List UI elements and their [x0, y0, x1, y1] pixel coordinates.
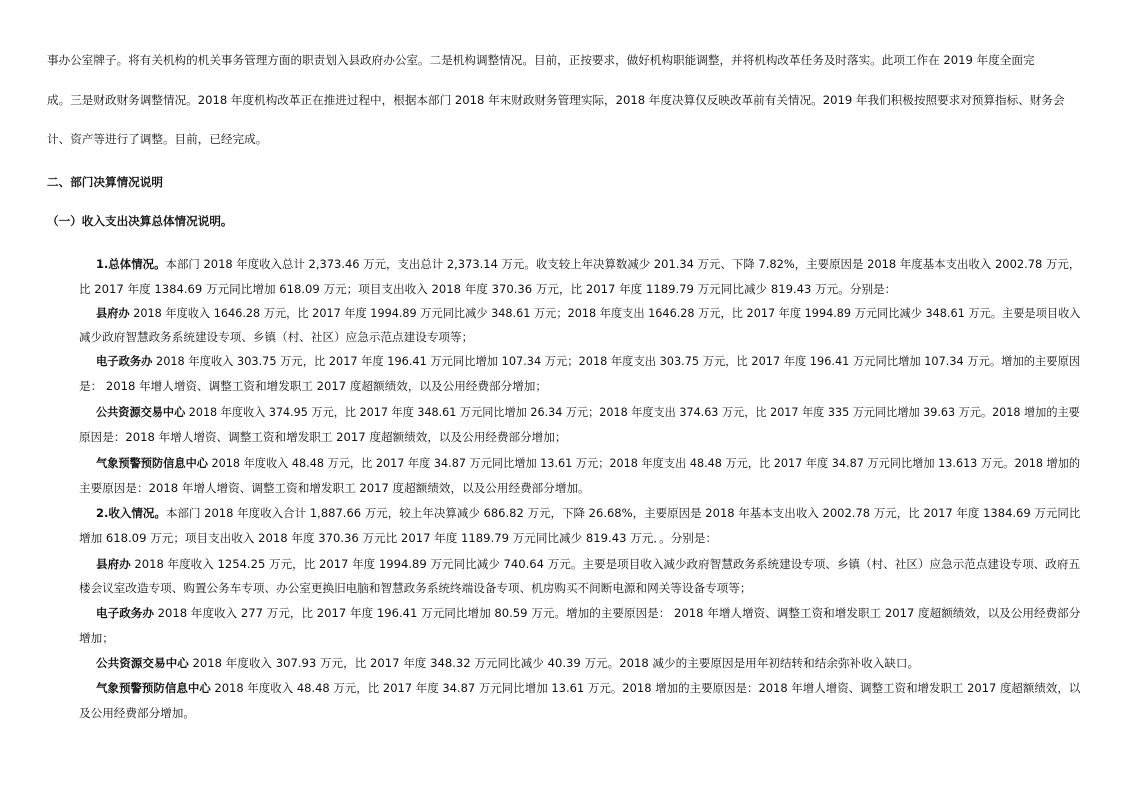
paragraph-line: 成。三是财政财务调整情况。2018 年度机构改革正在推进过程中，根据本部门 2018 年末财政财务管理实际，2018 年度决算仅反映改革前有关情况。2019 年我们积极按照要求对预算指标、财务会: [47, 93, 1065, 107]
paragraph-line: 2.收入情况。本部门 2018 年度收入合计 1,887.66 万元，较上年决算减少 686.82 万元，下降 26.68%，主要原因是 2018 年基本支出收入 2002.78 万元，比 2017 年度 1384.69 万元同比: [96, 506, 1081, 520]
paragraph-line: 比 2017 年度 1384.69 万元同比增加 618.09 万元；项目支出收入 2018 年度 370.36 万元，比 2017 年度 1189.79 万元同比减少 819.43 万元。分别是：: [79, 282, 897, 296]
paragraph-line: 1.总体情况。本部门 2018 年度收入总计 2,373.46 万元，支出总计 2,373.14 万元。收支较上年决算数减少 201.34 万元、下降 7.82%，主要原因是 2018 年度基本支出收入 2002.78 万元，: [96, 257, 1081, 271]
paragraph-line: 气象预警预防信息中心 2018 年度收入 48.48 万元，比 2017 年度 34.87 万元同比增加 13.61 万元；2018 年度支出 48.48 万元，比 2017 年度 34.87 万元同比增加 13.613 万元。2018 增加的: [96, 456, 1081, 470]
paragraph-line: 公共资源交易中心 2018 年度收入 307.93 万元，比 2017 年度 348.32 万元同比减少 40.39 万元。2018 减少的主要原因是用年初结转和结余弥补收入缺口。: [96, 656, 920, 670]
paragraph-line: 县府办 2018 年度收入 1646.28 万元，比 2017 年度 1994.89 万元同比减少 348.61 万元；2018 年度支出 1646.28 万元，比 2017 年度 1994.89 万元同比减少 348.61 万元。主要是项目收入: [96, 306, 1081, 320]
subsection-heading: （一）收入支出决算总体情况说明。: [47, 214, 233, 228]
paragraph-line: 原因是：2018 年增人增资、调整工资和增发职工 2017 度超额绩效，以及公用经费部分增加；: [79, 430, 567, 444]
paragraph-line: 主要原因是：2018 年增人增资、调整工资和增发职工 2017 度超额绩效，以及公用经费部分增加。: [79, 481, 590, 495]
paragraph-line: 减少政府智慧政务系统建设专项、乡镇（村、社区）应急示范点建设专项等；: [79, 330, 474, 344]
paragraph-line: 计、资产等进行了调整。目前，已经完成。: [47, 132, 268, 146]
paragraph-line: 事办公室牌子。将有关机构的机关事务管理方面的职责划入县政府办公室。二是机构调整情况。目前，正按要求，做好机构职能调整，并将机构改革任务及时落实。此项工作在 2019 年度全面完: [47, 53, 1035, 67]
paragraph-line: 县府办 2018 年度收入 1254.25 万元，比 2017 年度 1994.89 万元同比减少 740.64 万元。主要是项目收入减少政府智慧政务系统建设专项、乡镇（村、社区）应急示范点建设专项、政府五: [96, 557, 1080, 571]
paragraph-line: 气象预警预防信息中心 2018 年度收入 48.48 万元，比 2017 年度 34.87 万元同比增加 13.61 万元。2018 增加的主要原因是：2018 年增人增资、调整工资和增发职工 2017 度超额绩效，以: [96, 681, 1081, 695]
paragraph-line: 增加 618.09 万元；项目支出收入 2018 年度 370.36 万元比 2017 年度 1189.79 万元同比减少 819.43 万元．。分别是：: [79, 531, 718, 545]
section-heading: 二、部门决算情况说明: [47, 175, 163, 189]
paragraph-line: 是： 2018 年增人增资、调整工资和增发职工 2017 度超额绩效，以及公用经费部分增加；: [79, 379, 547, 393]
paragraph-line: 电子政务办 2018 年度收入 303.75 万元，比 2017 年度 196.41 万元同比增加 107.34 万元；2018 年度支出 303.75 万元，比 2017 年度 196.41 万元同比增加 107.34 万元。增加的主要原因: [96, 354, 1081, 368]
paragraph-line: 公共资源交易中心 2018 年度收入 374.95 万元，比 2017 年度 348.61 万元同比增加 26.34 万元；2018 年度支出 374.63 万元，比 2017 年度 335 万元同比增加 39.63 万元。2018 增加的主要: [96, 405, 1080, 419]
paragraph-line: 增加；: [79, 631, 114, 645]
paragraph-line: 及公用经费部分增加。: [79, 706, 195, 720]
paragraph-line: 电子政务办 2018 年度收入 277 万元，比 2017 年度 196.41 万元同比增加 80.59 万元。增加的主要原因是： 2018 年增人增资、调整工资和增发职工 2017 度超额绩效，以及公用经费部分: [96, 606, 1081, 620]
paragraph-line: 楼会议室改造专项、购置公务车专项、办公室更换旧电脑和智慧政务系统终端设备专项、机房购买不间断电源和网关等设备专项等；: [79, 581, 752, 595]
